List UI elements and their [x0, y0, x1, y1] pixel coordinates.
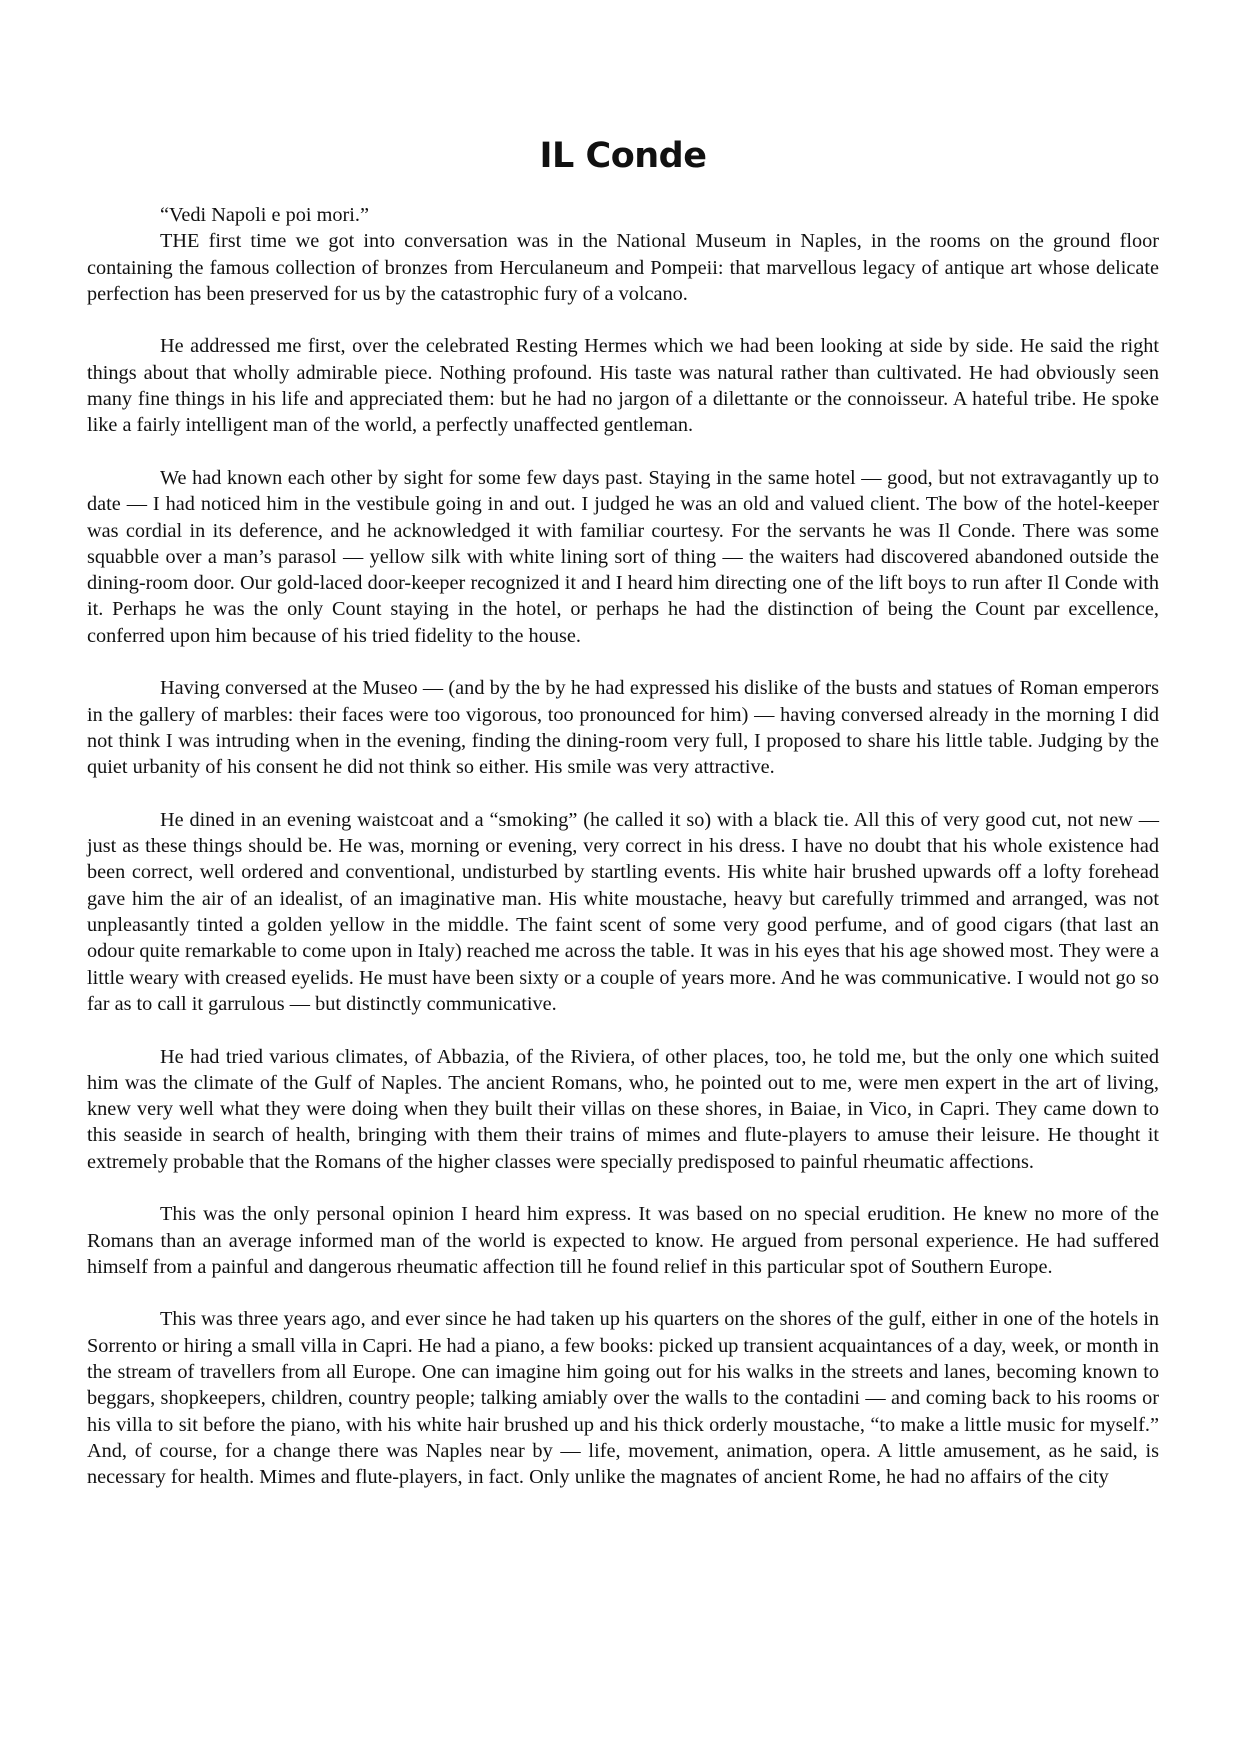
paragraph-6: He had tried various climates, of Abbazia, of the Riviera, of other places, too, he told me, but the only one which suited him was the climate of the Gulf of Naples. The ancient Romans, who, he pointed out to me, were men expert in the art of living, knew very well what they were doing when they built their villas on these shores, in Baiae, in Vico, in Capri. They came down to this seaside in search of health, bringing with them their trains of mimes and flute-players to amuse their leisure. He thought it extremely probable that the Romans of the higher classes were specially predisposed to painful rheumatic affections. — [87, 1045, 1159, 1173]
epigraph: “Vedi Napoli e poi mori.” — [160, 204, 369, 226]
paragraph-7: This was the only personal opinion I heard him express. It was based on no special erudition. He knew no more of the Romans than an average informed man of the world is expected to know. He argued from personal experience. He had suffered himself from a painful and dangerous rheumatic affection till he found relief in this particular spot of Southern Europe. — [87, 1203, 1159, 1278]
paragraph-4: Having conversed at the Museo — (and by the by he had expressed his dislike of the busts and statues of Roman emperors in the gallery of marbles: their faces were too vigorous, too pronounced for him) — having conversed already in the morning I did not think I was intruding when in the evening, finding the dining-room very full, I proposed to share his little table. Judging by the quiet urbanity of his consent he did not think so either. His smile was very attractive. — [87, 677, 1159, 779]
paragraph-1: THE first time we got into conversation was in the National Museum in Naples, in the rooms on the ground floor containing the famous collection of bronzes from Herculaneum and Pompeii: that marvellous legacy of antique art whose delicate perfection has been preserved for us by the catastrophic fury of a volcano. — [87, 230, 1159, 305]
paragraph-5: He dined in an evening waistcoat and a “smoking” (he called it so) with a black tie. All this of very good cut, not new — just as these things should be. He was, morning or evening, very correct in his dress. I have no doubt that his whole existence had been correct, well ordered and conventional, undisturbed by startling events. His white hair brushed upwards off a lofty forehead gave him the air of an idealist, of an imaginative man. His white moustache, heavy but carefully trimmed and arranged, was not unpleasantly tinted a golden yellow in the middle. The faint scent of some very good perfume, and of good cigars (that last an odour quite remarkable to come upon in Italy) reached me across the table. It was in his eyes that his age showed most. They were a little weary with creased eyelids. He must have been sixty or a couple of years more. And he was communicative. I would not go so far as to call it garrulous — but distinctly communicative. — [87, 808, 1159, 1015]
document-body — [87, 202, 1159, 1491]
paragraph-8: This was three years ago, and ever since he had taken up his quarters on the shores of the gulf, either in one of the hotels in Sorrento or hiring a small villa in Capri. He had a piano, a few books: picked up transient acquaintances of a day, week, or month in the stream of travellers from all Europe. One can imagine him going out for his walks in the streets and lanes, becoming known to beggars, shopkeepers, children, country people; talking amiably over the walls to the contadini — and coming back to his rooms or his villa to sit before the piano, with his white hair brushed up and his thick orderly moustache, “to make a little music for myself.” And, of course, for a change there was Naples near by — life, movement, animation, opera. A little amusement, as he said, is necessary for health. Mimes and flute-players, in fact. Only unlike the magnates of ancient Rome, he had no affairs of the city — [87, 1308, 1159, 1489]
page-title: IL Conde — [539, 136, 707, 176]
paragraph-3: We had known each other by sight for some few days past. Staying in the same hotel — good, but not extravagantly up to date — I had noticed him in the vestibule going in and out. I judged he was an old and valued client. The bow of the hotel-keeper was cordial in its deference, and he acknowledged it with familiar courtesy. For the servants he was Il Conde. There was some squabble over a man’s parasol — yellow silk with white lining sort of thing — the waiters had discovered abandoned outside the dining-room door. Our gold-laced door-keeper recognized it and I heard him directing one of the lift boys to run after Il Conde with it. Perhaps he was the only Count staying in the hotel, or perhaps he had the distinction of being the Count par excellence, conferred upon him because of his tried fidelity to the house. — [87, 466, 1159, 647]
paragraph-2: He addressed me first, over the celebrated Resting Hermes which we had been looking at side by side. He said the right things about that wholly admirable piece. Nothing profound. His taste was natural rather than cultivated. He had obviously seen many fine things in his life and appreciated them: but he had no jargon of a dilettante or the connoisseur. A hateful tribe. He spoke like a fairly intelligent man of the world, a perfectly unaffected gentleman. — [87, 335, 1159, 437]
